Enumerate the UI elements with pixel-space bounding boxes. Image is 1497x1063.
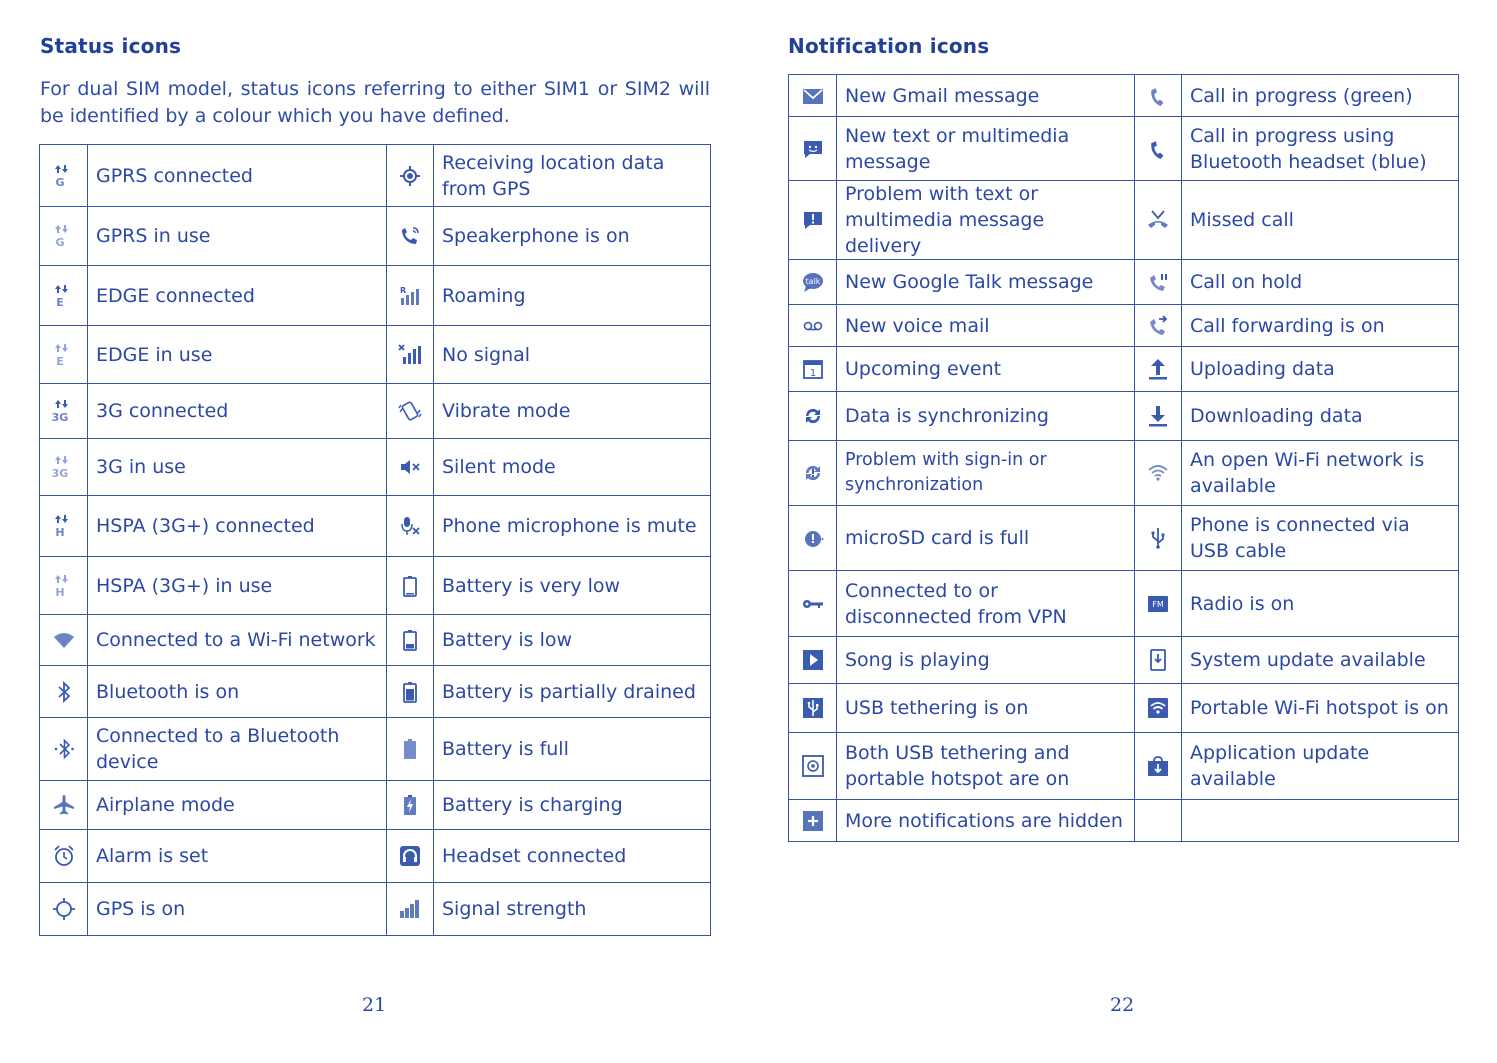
icon-description: Application update available (1182, 733, 1459, 800)
icon-description: USB tethering is on (837, 684, 1135, 733)
icon-table-row (789, 571, 1459, 637)
icon-description: An open Wi-Fi network is available (1182, 441, 1459, 506)
edge-connected-icon (40, 266, 88, 326)
battery-partial-icon (387, 666, 434, 718)
svg-text:3G: 3G (51, 411, 68, 423)
icon-description: Phone is connected via USB cable (1182, 506, 1459, 571)
icon-description: New voice mail (837, 305, 1135, 347)
svg-text:H: H (54, 585, 65, 598)
icon-table-row (789, 733, 1459, 800)
status-icons-intro: For dual SIM model, status icons referring to either SIM1 or SIM2 will be identified by a colour which you have defined. (40, 78, 710, 127)
usb-icon (1135, 506, 1182, 571)
sync-icon (789, 392, 837, 441)
vpn-icon (789, 571, 837, 637)
icon-description (1182, 800, 1459, 842)
signal-strength-icon (387, 883, 434, 936)
icon-description: Problem with text or multimedia message delivery (837, 181, 1135, 260)
icon-description: New Gmail message (837, 75, 1135, 117)
icon-table-row (789, 305, 1459, 347)
icon-description: No signal (434, 326, 711, 384)
hspa-connected-icon (40, 496, 88, 557)
tether-hotspot-icon (789, 733, 837, 800)
icon-description: Connected to or disconnected from VPN (837, 571, 1135, 637)
empty-icon-cell (1135, 800, 1182, 842)
radio-icon (1135, 571, 1182, 637)
voicemail-icon (789, 305, 837, 347)
status-icons-table (39, 144, 711, 936)
icon-description: Connected to a Wi-Fi network (88, 615, 387, 666)
icon-table-row (40, 666, 711, 718)
icon-table-row (40, 266, 711, 326)
radio-icon-text: FM (1152, 599, 1164, 609)
gps-on-icon (40, 883, 88, 936)
icon-description: GPRS in use (88, 207, 387, 266)
icon-description: Battery is very low (434, 557, 711, 615)
icon-description: Roaming (434, 266, 711, 326)
icon-description: HSPA (3G+) connected (88, 496, 387, 557)
icon-description: Vibrate mode (434, 384, 711, 439)
icon-table-row (789, 392, 1459, 441)
icon-description: Airplane mode (88, 781, 387, 830)
vibrate-icon (387, 384, 434, 439)
icon-table-row (789, 347, 1459, 392)
icon-description: Uploading data (1182, 347, 1459, 392)
icon-description: 3G connected (88, 384, 387, 439)
icon-description: Silent mode (434, 439, 711, 496)
icon-description: Battery is partially drained (434, 666, 711, 718)
icon-table-row (40, 207, 711, 266)
icon-description: Data is synchronizing (837, 392, 1135, 441)
icon-description: GPS is on (88, 883, 387, 936)
speakerphone-icon (387, 207, 434, 266)
icon-description: Call in progress using Bluetooth headset (blue) (1182, 117, 1459, 181)
icon-description: Signal strength (434, 883, 711, 936)
icon-table-row (40, 615, 711, 666)
icon-table-row (789, 181, 1459, 260)
missed-call-icon (1135, 181, 1182, 260)
icon-table-row (40, 781, 711, 830)
svg-text:R: R (400, 285, 407, 295)
sync-problem-icon (789, 441, 837, 506)
icon-table-row (40, 557, 711, 615)
icon-description: 3G in use (88, 439, 387, 496)
battery-charging-icon (387, 781, 434, 830)
play-icon (789, 637, 837, 684)
icon-description: Radio is on (1182, 571, 1459, 637)
headset-icon (387, 830, 434, 883)
svg-text:3G: 3G (51, 467, 68, 479)
svg-text:H: H (54, 526, 65, 538)
icon-description: Call forwarding is on (1182, 305, 1459, 347)
icon-table-row (40, 326, 711, 384)
3g-in-use-icon (40, 439, 88, 496)
notification-icons-table (788, 74, 1459, 842)
icon-description: New Google Talk message (837, 260, 1135, 305)
3g-connected-icon (40, 384, 88, 439)
more-notifications-icon (789, 800, 837, 842)
system-update-icon (1135, 637, 1182, 684)
battery-full-icon (387, 718, 434, 781)
icon-description: Battery is low (434, 615, 711, 666)
call-green-icon (1135, 75, 1182, 117)
notification-icons-title: Notification icons (788, 34, 990, 58)
open-wifi-icon (1135, 441, 1182, 506)
alarm-icon (40, 830, 88, 883)
sms-icon (789, 117, 837, 181)
bluetooth-connected-icon (40, 718, 88, 781)
icon-description: EDGE connected (88, 266, 387, 326)
icon-description: Upcoming event (837, 347, 1135, 392)
svg-text:E: E (55, 295, 64, 308)
gmail-icon (789, 75, 837, 117)
wifi-connected-icon (40, 615, 88, 666)
icon-table-row (789, 637, 1459, 684)
bluetooth-icon (40, 666, 88, 718)
icon-description: Call in progress (green) (1182, 75, 1459, 117)
icon-table-row (789, 800, 1459, 842)
icon-description: Both USB tethering and portable hotspot are on (837, 733, 1135, 800)
page-number-right: 22 (1110, 994, 1135, 1016)
page-number-left: 21 (362, 994, 387, 1016)
icon-table-row (40, 496, 711, 557)
app-update-icon (1135, 733, 1182, 800)
svg-text:E: E (55, 354, 64, 367)
icon-description: Receiving location data from GPS (434, 145, 711, 207)
sd-full-icon (789, 506, 837, 571)
usb-tether-icon (789, 684, 837, 733)
icon-description: Alarm is set (88, 830, 387, 883)
icon-table-row (40, 883, 711, 936)
status-icons-title: Status icons (40, 34, 182, 58)
airplane-icon (40, 781, 88, 830)
sms-problem-icon (789, 181, 837, 260)
gprs-in-use-icon (40, 207, 88, 266)
calendar-icon (789, 347, 837, 392)
edge-in-use-icon (40, 326, 88, 384)
icon-description: Problem with sign-in or synchronization (837, 441, 1135, 506)
icon-table-row (789, 441, 1459, 506)
icon-description: New text or multimedia message (837, 117, 1135, 181)
call-forward-icon (1135, 305, 1182, 347)
talk-icon-text: talk (805, 277, 820, 286)
battery-very-low-icon (387, 557, 434, 615)
icon-description: Phone microphone is mute (434, 496, 711, 557)
icon-table-row (789, 506, 1459, 571)
roaming-icon (387, 266, 434, 326)
gps-receiving-icon (387, 145, 434, 207)
mic-mute-icon (387, 496, 434, 557)
svg-text:G: G (54, 236, 65, 248)
icon-table-row (789, 75, 1459, 117)
silent-icon (387, 439, 434, 496)
icon-table-row (40, 439, 711, 496)
svg-text:G: G (54, 175, 65, 188)
icon-table-row (40, 145, 711, 207)
icon-description: Battery is charging (434, 781, 711, 830)
download-icon (1135, 392, 1182, 441)
icon-description: GPRS connected (88, 145, 387, 207)
icon-description: Bluetooth is on (88, 666, 387, 718)
battery-low-icon (387, 615, 434, 666)
icon-description: Speakerphone is on (434, 207, 711, 266)
call-blue-icon (1135, 117, 1182, 181)
icon-description: Battery is full (434, 718, 711, 781)
svg-text:1: 1 (809, 368, 816, 379)
icon-description: Downloading data (1182, 392, 1459, 441)
icon-table-row (789, 260, 1459, 305)
icon-table-row (789, 117, 1459, 181)
icon-description: HSPA (3G+) in use (88, 557, 387, 615)
call-hold-icon (1135, 260, 1182, 305)
icon-description: System update available (1182, 637, 1459, 684)
no-signal-icon (387, 326, 434, 384)
icon-description: Missed call (1182, 181, 1459, 260)
talk-icon (789, 260, 837, 305)
icon-description: Call on hold (1182, 260, 1459, 305)
icon-description: microSD card is full (837, 506, 1135, 571)
icon-table-row (40, 830, 711, 883)
icon-description: Connected to a Bluetooth device (88, 718, 387, 781)
icon-description: EDGE in use (88, 326, 387, 384)
icon-description: Headset connected (434, 830, 711, 883)
icon-table-row (40, 384, 711, 439)
icon-table-row (789, 684, 1459, 733)
gprs-connected-icon (40, 145, 88, 207)
icon-table-row (40, 718, 711, 781)
icon-description: Song is playing (837, 637, 1135, 684)
icon-description: Portable Wi-Fi hotspot is on (1182, 684, 1459, 733)
icon-description: More notifications are hidden (837, 800, 1135, 842)
hspa-in-use-icon (40, 557, 88, 615)
hotspot-icon (1135, 684, 1182, 733)
upload-icon (1135, 347, 1182, 392)
